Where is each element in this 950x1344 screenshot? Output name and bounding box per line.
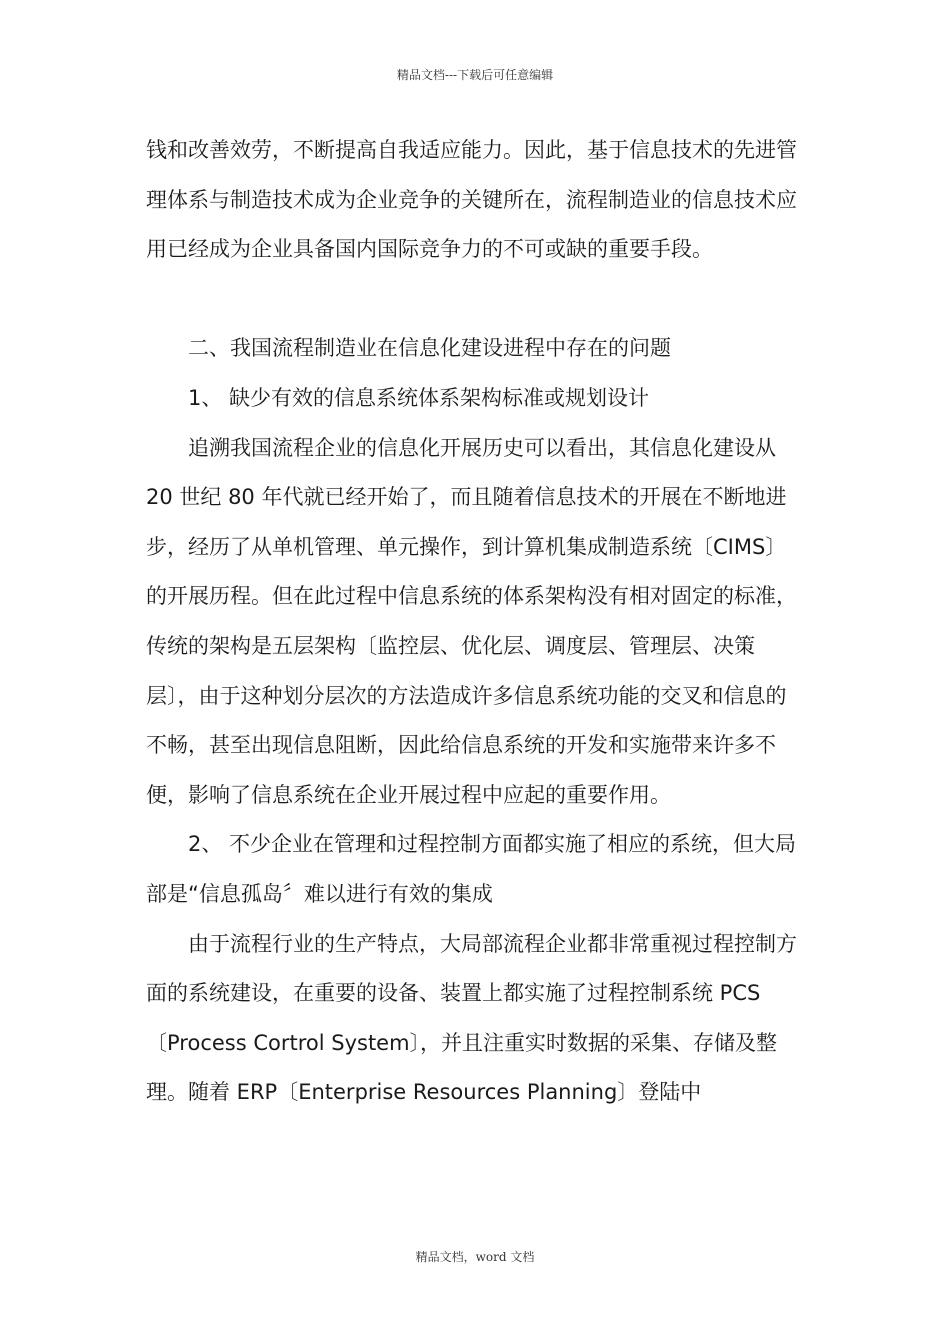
subheading-1: 1、 缺少有效的信息系统体系架构标准或规划设计 (188, 385, 650, 410)
subheading-2: 2、 不少企业在管理和过程控制方面都实施了相应的系统，但大局部是“信息孤岛〞难以进行有效的集成 (146, 832, 797, 906)
section-heading: 二、我国流程制造业在信息化建设进程中存在的问题 (188, 336, 671, 361)
document-body (146, 126, 806, 1118)
paragraph-intro: 钱和改善效劳，不断提高自我适应能力。因此，基于信息技术的先进管理体系与制造技术成为企业竞争的关键所在，流程制造业的信息技术应用已经成为企业具备国内国际竞争力的不可或缺的重要手段。 (146, 138, 797, 262)
paragraph-2: 由于流程行业的生产特点，大局部流程企业都非常重视过程控制方面的系统建设，在重要的设备、装置上都实施了过程控制系统 PCS〔Process Cortrol System〕，并且注重实时数据的采集、存储及整理。随着 ERP〔Enterprise Resources Planning〕登陆中 (146, 931, 797, 1105)
page-header: 精品文档---下载后可任意编辑 (396, 68, 554, 82)
page-footer: 精品文档，word 文档 (415, 1250, 535, 1264)
paragraph-1: 追溯我国流程企业的信息化开展历史可以看出，其信息化建设从 20 世纪 80 年代就已经开始了，而且随着信息技术的开展在不断地进步，经历了从单机管理、单元操作，到计算机集成制造系统〔CIMS〕的开展历程。但在此过程中信息系统的体系架构没有相对固定的标准，传统的架构是五层架构〔监控层、优化层、调度层、管理层、决策层〕，由于这种划分层次的方法造成许多信息系统功能的交叉和信息的不畅，甚至出现信息阻断，因此给信息系统的开发和实施带来许多不便，影响了信息系统在企业开展过程中应起的重要作用。 (146, 435, 797, 807)
paragraph-gap (146, 275, 806, 325)
